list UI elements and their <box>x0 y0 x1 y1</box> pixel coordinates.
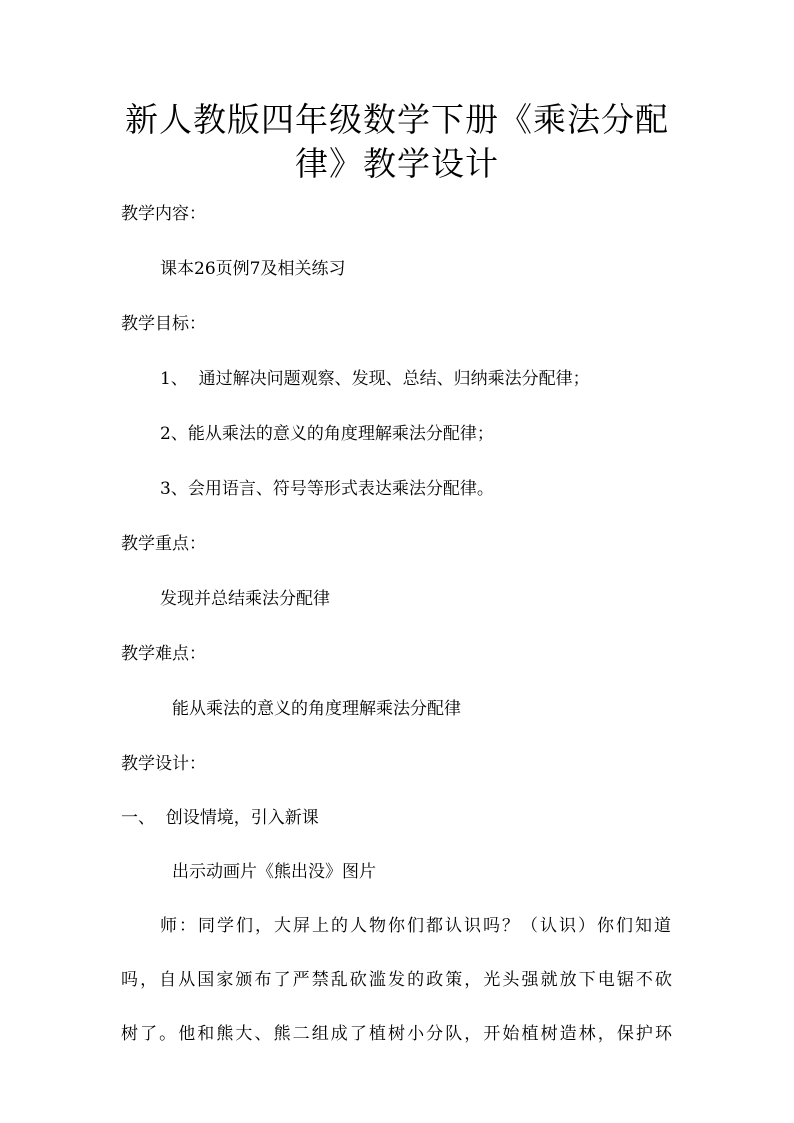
document-title-line-2: 律》教学设计 <box>295 144 499 183</box>
content-text: 课本26页例7及相关练习 <box>160 259 346 279</box>
key-point-heading: 教学重点： <box>121 534 206 554</box>
content-heading: 教学内容： <box>121 204 206 224</box>
document-title-line-1: 新人教版四年级数学下册《乘法分配 <box>125 100 669 139</box>
difficulty-heading: 教学难点： <box>121 644 206 664</box>
paragraph-line-1: 师：同学们，大屏上的人物你们都认识吗？（认识）你们知道 <box>160 916 671 936</box>
goal-item-3: 3、会用语言、符号等形式表达乘法分配律。 <box>160 479 494 499</box>
difficulty-text: 能从乘法的意义的角度理解乘法分配律 <box>172 699 461 719</box>
design-heading: 教学设计： <box>121 754 206 774</box>
section-1-item: 出示动画片《熊出没》图片 <box>172 862 376 882</box>
goal-item-1: 1、 通过解决问题观察、发现、总结、归纳乘法分配律； <box>160 369 590 389</box>
key-point-text: 发现并总结乘法分配律 <box>160 589 330 609</box>
goal-item-2: 2、能从乘法的意义的角度理解乘法分配律； <box>160 424 494 444</box>
section-1-heading: 一、 创设情境，引入新课 <box>121 808 319 828</box>
paragraph-line-2: 吗，自从国家颁布了严禁乱砍滥发的政策，光头强就放下电锯不砍 <box>121 970 672 990</box>
paragraph-line-3: 树了。他和熊大、熊二组成了植树小分队，开始植树造林，保护环 <box>121 1024 672 1044</box>
goals-heading: 教学目标： <box>121 314 206 334</box>
